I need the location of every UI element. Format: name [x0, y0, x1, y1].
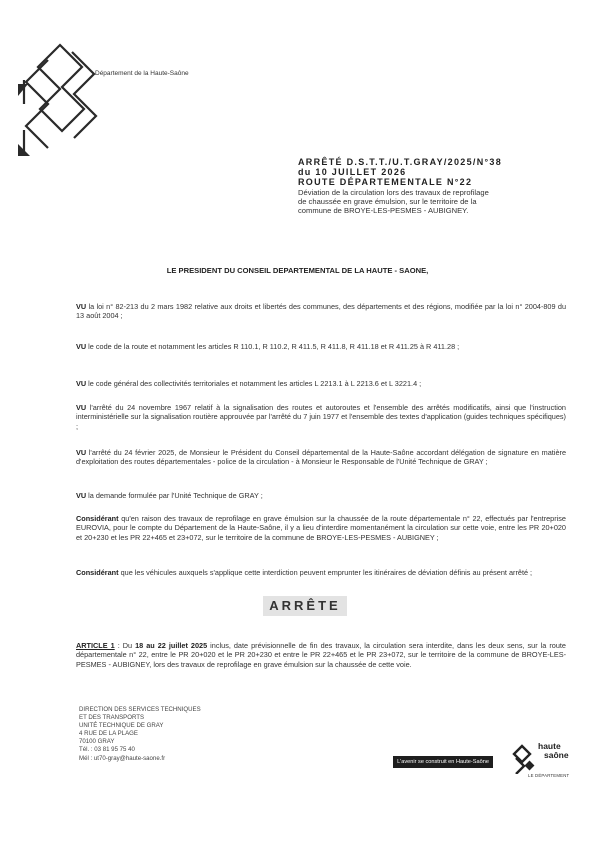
visa-paragraph: VU le code de la route et notamment les articles R 110.1, R 110.2, R 411.5, R 411.8, R 411.18 et R 411.25 à R 411.28 ; [76, 342, 460, 351]
visa-paragraph: VU le code général des collectivités territoriales et notamment les articles L 2213.1 à L 2213.6 et L 3221.4 ; [76, 379, 422, 388]
department-name: Département de la Haute-Saône [95, 70, 189, 77]
arrete-description: Déviation de la circulation lors des travaux de reprofilage de chaussée en grave émulsion, sur le territoire de la commune de BROYE-LES-PESMES - AUBIGNEY. [298, 188, 489, 215]
arrete-header [298, 157, 590, 215]
haute-saone-wordmark: haute saône [538, 741, 569, 760]
visa-paragraph: VU la loi n° 82-213 du 2 mars 1982 relative aux droits et libertés des communes, des départements et des régions, modifiée par la loi n° 2004-809 du 13 août 2004 ; [76, 302, 566, 321]
slogan-banner: L'avenir se construit en Haute-Saône [393, 756, 493, 768]
president-heading: LE PRESIDENT DU CONSEIL DEPARTEMENTAL DE LA HAUTE - SAONE, [166, 266, 429, 275]
considerant-paragraph: Considérant qu'en raison des travaux de reprofilage en grave émulsion sur la chaussée de la route départementale n° 22, effectués par l'entreprise EUROVIA, pour le compte du Département de la Haute-Saône, il y a lieu d'interdire momentanément la circulation sur cette voie, entre les PR 20+020 et 20+230 et les PR 22+465 et 23+072, sur le territoire de la commune de BROYE-LES-PESMES - AUBIGNEY ; [76, 514, 566, 542]
visa-paragraph: VU l'arrêté du 24 février 2025, de Monsieur le Président du Conseil départemental de la Haute-Saône accordant délégation de signature en matière d'exploitation des routes départementales - police de la circulation - à Monsieur le Responsable de l'Unité Technique de GRAY ; [76, 448, 566, 467]
article-1-label: ARTICLE 1 [76, 641, 115, 650]
footer-email: Mél : ut70-gray@haute-saone.fr [79, 754, 166, 762]
arrete-date: du 10 JUILLET 2026 [298, 167, 407, 177]
arrete-number: ARRÊTÉ D.S.T.T./U.T.GRAY/2025/N°38 [298, 157, 503, 167]
footer-address: DIRECTION DES SERVICES TECHNIQUES ET DES TRANSPORTS UNITÉ TECHNIQUE DE GRAY 4 RUE DE LA PLAGE 70100 GRAY Tél. : 03 81 95 75 40 Mél : ut70-gray@haute-saone.fr [79, 706, 201, 762]
haute-saone-logo [508, 742, 582, 782]
article-1-dates: 18 au 22 juillet 2025 [135, 641, 208, 650]
article-1: ARTICLE 1 : Du 18 au 22 juillet 2025 inclus, date prévisionnelle de fin des travaux, la circulation sera interdite, dans les deux sens, sur la route départementale n° 22, entre le PR 20+020 et le PR 20+230 et entre le PR 22+465 et le PR 23+072, sur le territoire de la commune de BROYE-LES-PESMES - AUBIGNEY, lors des travaux de reprofilage en grave émulsion sur la chaussée de cette voie. [76, 641, 566, 669]
arrete-title: ARRÊTE [263, 596, 347, 616]
department-logo-icon [10, 40, 120, 165]
considerant-paragraph: Considérant que les véhicules auxquels s'applique cette interdiction peuvent emprunter les itinéraires de déviation définis au présent arrêté ; [76, 568, 533, 577]
visa-paragraph: VU la demande formulée par l'Unité Technique de GRAY ; [76, 491, 263, 500]
visa-paragraph: VU l'arrêté du 24 novembre 1967 relatif à la signalisation des routes et autoroutes et l'ensemble des arrêtés modificatifs, ainsi que l'instruction interministérielle sur la signalisation routière approuvée par l'arrêté du 7 juin 1977 et l'ensemble des textes d'application (guides techniques spécifiques) ; [76, 403, 566, 431]
haute-saone-mark-icon [508, 744, 536, 774]
haute-saone-subtitle: LE DÉPARTEMENT [528, 773, 570, 778]
arrete-road: ROUTE DÉPARTEMENTALE N°22 [298, 177, 473, 187]
